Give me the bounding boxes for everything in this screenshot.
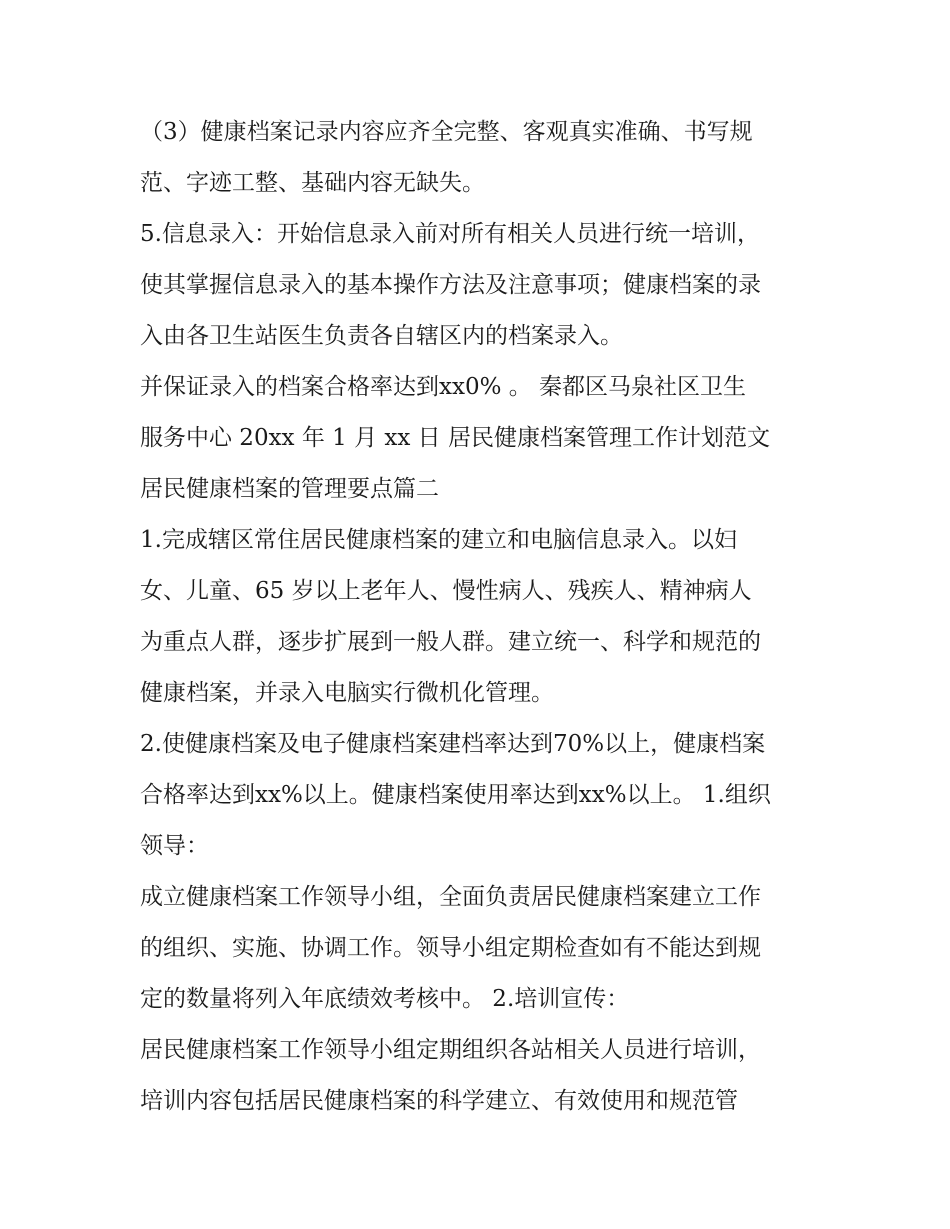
text-line: 定的数量将列入年底绩效考核中。 2.培训宣传：: [140, 986, 630, 1012]
text-line: 培训内容包括居民健康档案的科学建立、有效使用和规范管: [140, 1088, 738, 1114]
text-line: 健康档案，并录入电脑实行微机化管理。: [140, 680, 554, 706]
text-line: 入由各卫生站医生负责各自辖区内的档案录入。: [140, 323, 623, 349]
text-line: 1.完成辖区常住居民健康档案的建立和电脑信息录入。以妇: [140, 527, 737, 553]
text-line: 2.使健康档案及电子健康档案建档率达到70%以上，健康档案: [140, 731, 766, 757]
text-line: 的组织、实施、协调工作。领导小组定期检查如有不能达到规: [140, 935, 761, 961]
text-line: （3）健康档案记录内容应齐全完整、客观真实准确、书写规: [140, 119, 753, 145]
section-heading: 居民健康档案的管理要点篇二: [140, 476, 439, 502]
text-line: 5.信息录入：开始信息录入前对所有相关人员进行统一培训，: [140, 221, 760, 247]
text-line: 范、字迹工整、基础内容无缺失。: [140, 170, 485, 196]
text-line: 成立健康档案工作领导小组，全面负责居民健康档案建立工作: [140, 884, 761, 910]
text-line: 合格率达到xx%以上。健康档案使用率达到xx%以上。 1.组织: [140, 782, 771, 808]
text-line: 使其掌握信息录入的基本操作方法及注意事项；健康档案的录: [140, 272, 761, 298]
text-line: 为重点人群，逐步扩展到一般人群。建立统一、科学和规范的: [140, 629, 761, 655]
text-line: 居民健康档案工作领导小组定期组织各站相关人员进行培训，: [140, 1037, 761, 1063]
text-line: 并保证录入的档案合格率达到xx0% 。 秦都区马泉社区卫生: [140, 374, 747, 400]
text-line: 领导：: [140, 833, 209, 859]
text-line: 女、儿童、65 岁以上老年人、慢性病人、残疾人、精神病人: [140, 578, 752, 604]
document-body: [140, 107, 820, 1127]
text-line: 服务中心 20xx 年 1 月 xx 日 居民健康档案管理工作计划范文: [140, 425, 770, 451]
